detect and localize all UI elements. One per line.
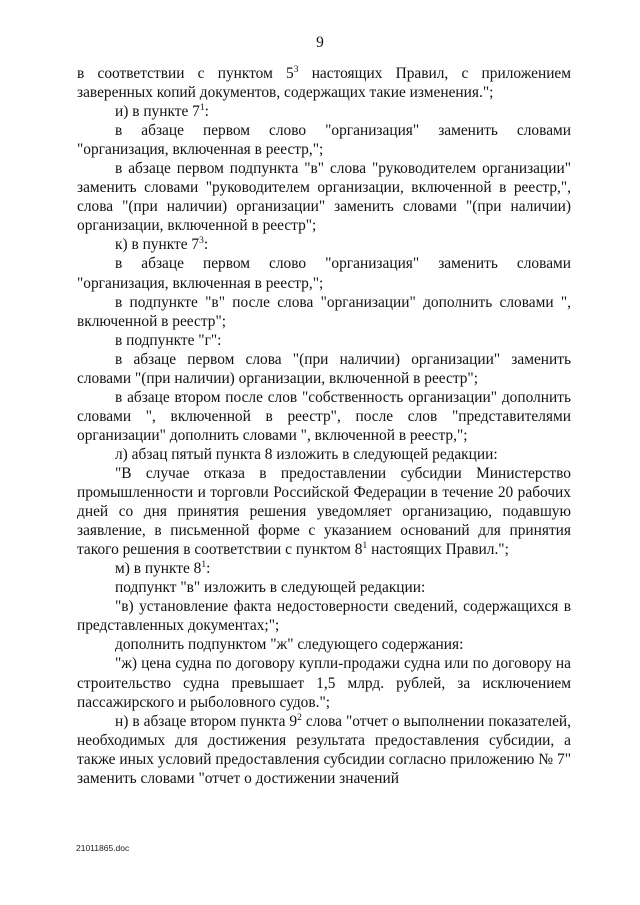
paragraph — [77, 102, 571, 121]
paragraph-text: настоящих Правил."; — [367, 541, 509, 559]
document-body — [77, 64, 571, 788]
paragraph-text: к) в пункте 7 — [115, 236, 200, 254]
paragraph — [77, 254, 571, 292]
paragraph — [77, 235, 571, 254]
paragraph — [77, 445, 571, 464]
superscript: 1 — [362, 541, 368, 552]
paragraph-text: в подпункте "г": — [115, 331, 222, 349]
paragraph-text: : — [206, 560, 211, 578]
paragraph — [77, 578, 571, 597]
paragraph-text: "в) установление факта недостоверности сведений, содержащихся в представленных документах;"; — [77, 598, 571, 635]
page-number: 9 — [316, 34, 324, 51]
paragraph-text: н) в абзаце втором пункта 9 — [115, 712, 298, 730]
paragraph — [77, 350, 571, 388]
paragraph — [77, 597, 571, 635]
paragraph-text: в абзаце первом слово "организация" заменить словами "организация, включенная в реестр,"; — [77, 122, 571, 159]
superscript: 1 — [199, 103, 205, 114]
paragraph — [77, 388, 571, 445]
paragraph-text: "В случае отказа в предоставлении субсидии Министерство промышленности и торговли Российской Федерации в течение 20 рабочих дней со дня принятия решения уведомляет организацию, подавшую заявление, в письменной форме с указанием оснований для принятия такого решения в соответствии с пунктом 8 — [77, 464, 571, 559]
paragraph-text: подпункт "в" изложить в следующей редакции: — [115, 579, 426, 597]
paragraph — [77, 464, 571, 559]
superscript: 2 — [297, 712, 302, 723]
superscript: 3 — [293, 65, 299, 75]
superscript: 3 — [199, 236, 204, 247]
footer-filename: 21011865.doc — [76, 843, 130, 853]
paragraph — [77, 293, 571, 331]
paragraph-text: в абзаце первом слова "(при наличии) организации" заменить словами "(при наличии) организации, включенной в реестр"; — [77, 350, 571, 387]
superscript: 1 — [201, 560, 207, 571]
paragraph-text: дополнить подпунктом "ж" следующего содержания: — [115, 636, 464, 654]
paragraph-text: и) в пункте 7 — [115, 103, 200, 121]
paragraph-text: в подпункте "в" после слова "организации" дополнить словами ", включенной в реестр"; — [77, 293, 571, 330]
paragraph — [77, 559, 571, 578]
paragraph-text: л) абзац пятый пункта 8 изложить в следующей редакции: — [115, 445, 498, 463]
paragraph-text: в абзаце первом слово "организация" заменить словами "организация, включенная в реестр,"; — [77, 255, 571, 292]
paragraph-text: м) в пункте 8 — [115, 560, 202, 578]
paragraph — [77, 712, 571, 788]
paragraph — [77, 331, 571, 350]
paragraph-text: "ж) цена судна по договору купли-продажи судна или по договору на строительство судна превышает 1,5 млрд. рублей, за исключением пассажирского и рыболовного судов."; — [77, 655, 571, 711]
paragraph-text: в соответствии с пунктом 5 — [77, 65, 294, 82]
paragraph-text: : — [203, 236, 209, 254]
paragraph-text: в абзаце втором после слов "собственность организации" дополнить словами ", включенной в реестр", после слов "представителями организации" дополнить словами ", включенной в реестр,"; — [77, 388, 571, 444]
paragraph — [77, 121, 571, 159]
paragraph — [77, 64, 571, 102]
paragraph-text: слова "отчет о выполнении показателей, необходимых для достижения результата предоставления субсидии, а также иных условий предоставления субсидии согласно приложению № 7" заменить словами "отчет о достижении значений — [77, 712, 571, 787]
paragraph-text: : — [204, 103, 209, 121]
paragraph — [77, 635, 571, 654]
paragraph-text: настоящих Правил, с приложением заверенных копий документов, содержащих такие изменения."; — [77, 65, 571, 102]
paragraph-text: в абзаце первом подпункта "в" слова "руководителем организации" заменить словами "руководителем организации, включенной в реестр,", слова "(при наличии) организации" заменить словами "(при наличии) организации, включенной в реестр"; — [77, 160, 571, 235]
paragraph — [77, 159, 571, 235]
paragraph — [77, 654, 571, 711]
